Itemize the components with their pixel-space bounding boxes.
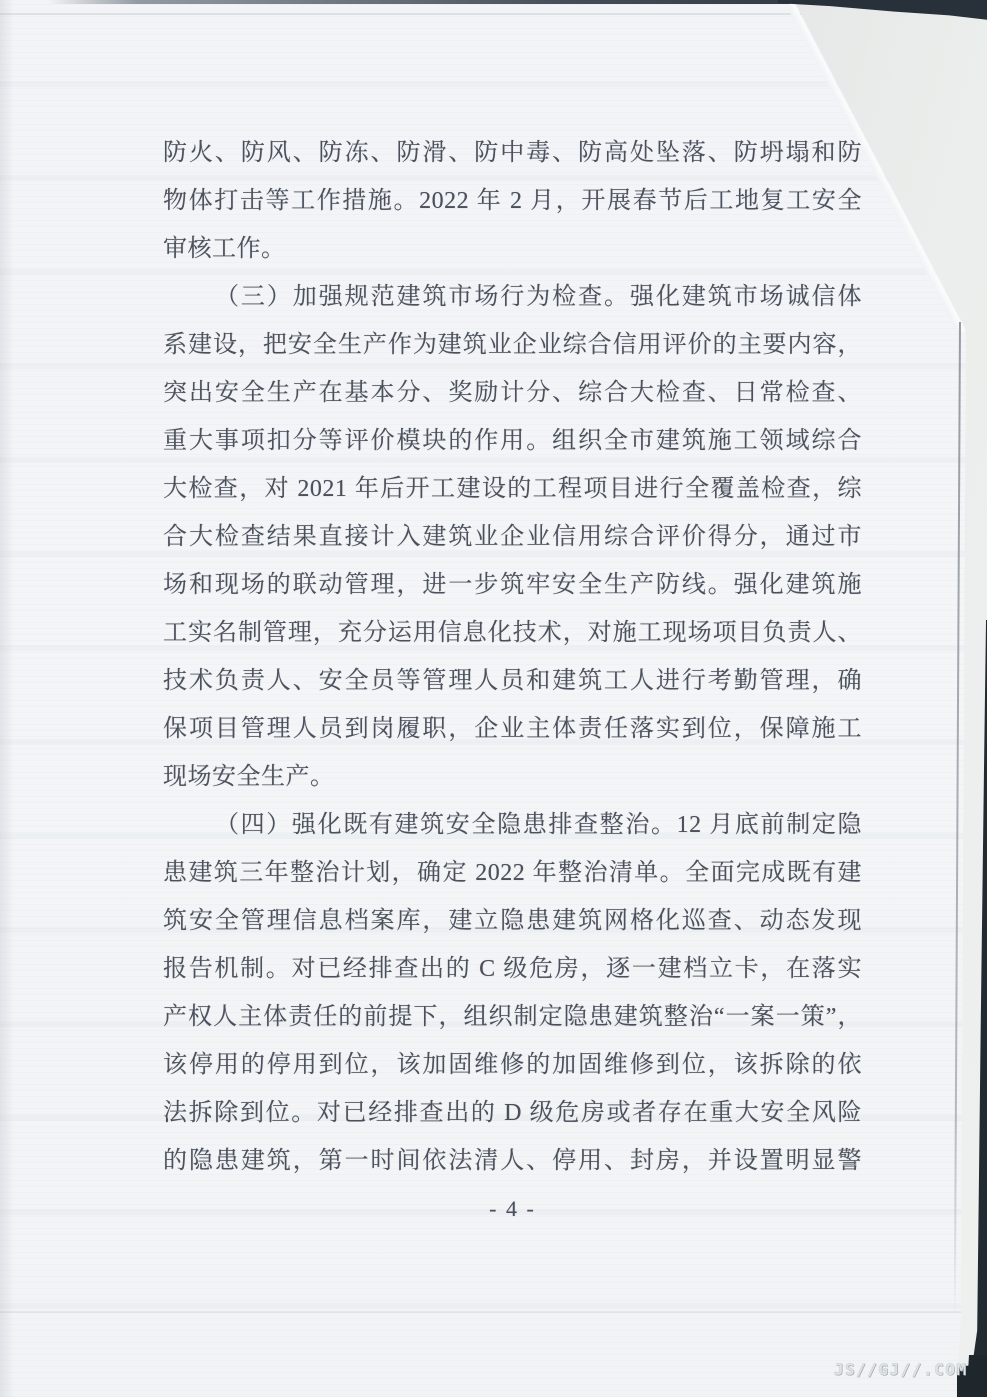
text-line: 该停用的停用到位，该加固维修的加固维修到位，该拆除的依: [163, 1052, 862, 1078]
text-line: 报告机制。对已经排查出的 C 级危房，逐一建档立卡，在落实: [163, 956, 862, 982]
text-line: 审核工作。: [163, 236, 286, 262]
text-line: 大检查，对 2021 年后开工建设的工程项目进行全覆盖检查，综: [163, 476, 862, 502]
text-line: 系建设，把安全生产作为建筑业企业综合信用评价的主要内容，: [163, 332, 862, 358]
page-number: - 4 -: [489, 1196, 536, 1221]
document-body: [163, 129, 862, 1185]
scan-left-shade: [0, 0, 14, 1397]
text-line: （三）加强规范建筑市场行为检查。强化建筑市场诚信体: [215, 284, 862, 310]
text-line: 保项目管理人员到岗履职，企业主体责任落实到位，保障施工: [163, 716, 862, 742]
text-line: 法拆除到位。对已经排查出的 D 级危房或者存在重大安全风险: [163, 1100, 862, 1126]
watermark: JS//GJ//.COM: [834, 1360, 968, 1379]
text-line: 产权人主体责任的前提下，组织制定隐患建筑整治“一案一策”，: [163, 1004, 862, 1030]
text-line: 的隐患建筑，第一时间依法清人、停用、封房，并设置明显警: [163, 1148, 862, 1174]
page-right-edge-line: [954, 322, 961, 1317]
scan-streak-bottom: [0, 1311, 987, 1313]
text-line: 突出安全生产在基本分、奖励计分、综合大检查、日常检查、: [163, 380, 862, 406]
text-line: 筑安全管理信息档案库，建立隐患建筑网格化巡查、动态发现: [163, 908, 862, 934]
text-line: （四）强化既有建筑安全隐患排查整治。12 月底前制定隐: [215, 812, 862, 838]
text-line: 场和现场的联动管理，进一步筑牢安全生产防线。强化建筑施: [163, 572, 862, 598]
text-line: 技术负责人、安全员等管理人员和建筑工人进行考勤管理，确: [163, 668, 862, 694]
text-line: 防火、防风、防冻、防滑、防中毒、防高处坠落、防坍塌和防: [163, 140, 862, 166]
text-line: 患建筑三年整治计划，确定 2022 年整治清单。全面完成既有建: [163, 860, 862, 886]
scan-top-edge: [48, 0, 790, 4]
text-line: 现场安全生产。: [163, 764, 335, 790]
text-line: 合大检查结果直接计入建筑业企业信用综合评价得分，通过市: [163, 524, 862, 550]
text-line: 工实名制管理，充分运用信息化技术，对施工现场项目负责人、: [163, 620, 862, 646]
text-line: 物体打击等工作措施。2022 年 2 月，开展春节后工地复工安全: [163, 188, 862, 214]
text-line: 重大事项扣分等评价模块的作用。组织全市建筑施工领域综合: [163, 428, 862, 454]
